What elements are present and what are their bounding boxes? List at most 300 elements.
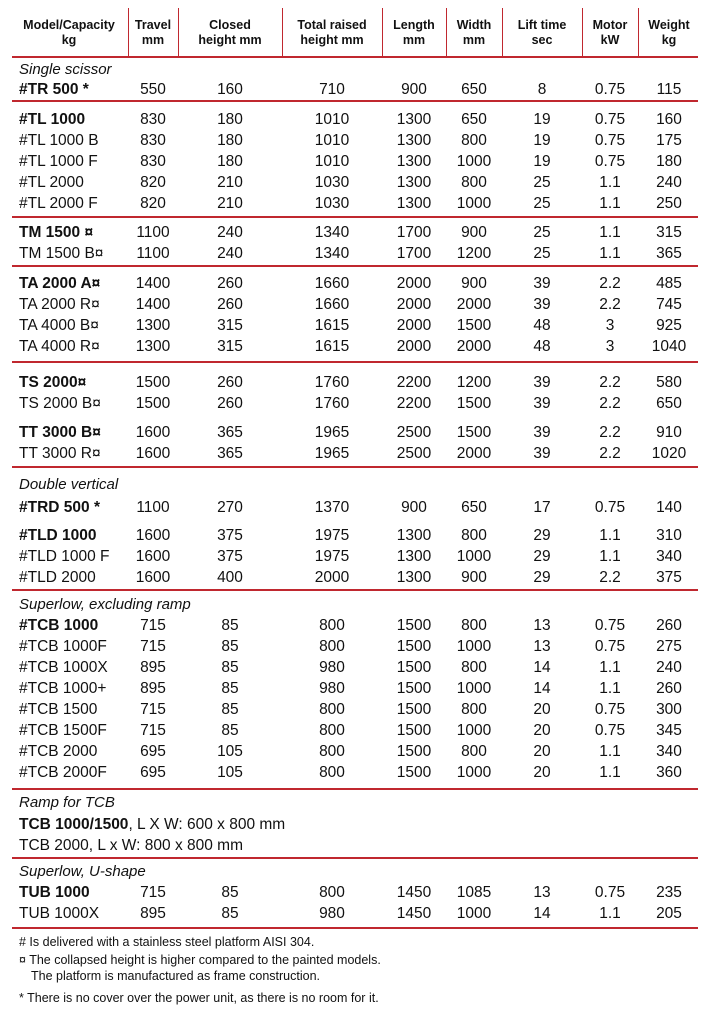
value-cell: 800 (319, 722, 345, 739)
value-cell: 1010 (314, 153, 350, 170)
table-row (0, 443, 709, 464)
section-title-superlow: Superlow, excluding ramp (19, 596, 191, 613)
table-row (0, 567, 709, 588)
value-cell: 2.2 (599, 424, 621, 441)
value-cell: 1975 (314, 548, 350, 565)
value-cell: 205 (656, 905, 682, 922)
value-cell: 1300 (396, 153, 432, 170)
value-cell: 2200 (396, 395, 432, 412)
value-cell: 2500 (396, 424, 432, 441)
value-cell: 1085 (456, 884, 492, 901)
value-cell: 1300 (396, 569, 432, 586)
value-cell: 48 (533, 317, 551, 334)
value-cell: 14 (533, 680, 551, 697)
table-row (0, 741, 709, 762)
value-cell: 1500 (396, 680, 432, 697)
model-cell: #TR 500 * (19, 81, 89, 98)
model-cell: TUB 1000X (19, 905, 100, 922)
model-cell: TA 2000 R¤ (19, 296, 100, 313)
value-cell: 39 (533, 374, 551, 391)
table-row (0, 130, 709, 151)
value-cell: 895 (140, 905, 166, 922)
value-cell: 1660 (314, 296, 350, 313)
model-cell: TT 3000 R¤ (19, 445, 101, 462)
value-cell: 1450 (396, 884, 432, 901)
table-row (0, 193, 709, 214)
value-cell: 2000 (314, 569, 350, 586)
value-cell: 0.75 (594, 617, 626, 634)
header-model: Model/Capacity kg (23, 18, 115, 47)
value-cell: 800 (461, 743, 487, 760)
value-cell: 210 (217, 174, 243, 191)
header-length: Length mm (393, 18, 435, 47)
value-cell: 48 (533, 338, 551, 355)
value-cell: 745 (656, 296, 682, 313)
model-cell: TS 2000 B¤ (19, 395, 101, 412)
table-row (0, 151, 709, 172)
value-cell: 820 (140, 195, 166, 212)
value-cell: 19 (533, 153, 551, 170)
model-cell: TM 1500 ¤ (19, 224, 94, 241)
value-cell: 175 (656, 132, 682, 149)
value-cell: 715 (140, 638, 166, 655)
value-cell: 2500 (396, 445, 432, 462)
value-cell: 8 (537, 81, 547, 98)
value-cell: 180 (656, 153, 682, 170)
footnote-star: * There is no cover over the power unit, as there is no room for it. (19, 991, 379, 1005)
value-cell: 800 (461, 617, 487, 634)
value-cell: 1760 (314, 395, 350, 412)
value-cell: 0.75 (594, 111, 626, 128)
value-cell: 1.1 (599, 174, 621, 191)
value-cell: 1300 (396, 174, 432, 191)
value-cell: 0.75 (594, 722, 626, 739)
table-row (0, 903, 709, 924)
value-cell: 1600 (135, 548, 171, 565)
ramp-line-1: TCB 1000/1500, L X W: 600 x 800 mm (19, 816, 286, 833)
value-cell: 0.75 (594, 153, 626, 170)
model-cell: #TCB 1500 (19, 701, 98, 718)
value-cell: 1020 (651, 445, 687, 462)
value-cell: 1600 (135, 424, 171, 441)
value-cell: 25 (533, 174, 551, 191)
value-cell: 85 (221, 905, 239, 922)
model-cell: TUB 1000 (19, 884, 90, 901)
value-cell: 360 (656, 764, 682, 781)
value-cell: 210 (217, 195, 243, 212)
value-cell: 13 (533, 617, 551, 634)
value-cell: 2000 (396, 296, 432, 313)
table-row (0, 546, 709, 567)
value-cell: 0.75 (594, 81, 626, 98)
value-cell: 240 (217, 224, 243, 241)
value-cell: 85 (221, 701, 239, 718)
value-cell: 2000 (396, 317, 432, 334)
value-cell: 2.2 (599, 275, 621, 292)
value-cell: 1000 (456, 153, 492, 170)
value-cell: 2.2 (599, 569, 621, 586)
value-cell: 1300 (135, 338, 171, 355)
value-cell: 39 (533, 424, 551, 441)
value-cell: 2.2 (599, 395, 621, 412)
header-total-raised: Total raised height mm (297, 18, 367, 47)
section-title-double-vertical: Double vertical (19, 476, 119, 493)
value-cell: 1300 (396, 132, 432, 149)
divider (12, 265, 698, 267)
divider (12, 589, 698, 591)
value-cell: 240 (656, 174, 682, 191)
value-cell: 895 (140, 680, 166, 697)
table-row (0, 720, 709, 741)
table-row (0, 422, 709, 443)
value-cell: 14 (533, 659, 551, 676)
value-cell: 25 (533, 245, 551, 262)
value-cell: 900 (461, 275, 487, 292)
value-cell: 820 (140, 174, 166, 191)
value-cell: 650 (461, 111, 487, 128)
value-cell: 260 (217, 374, 243, 391)
value-cell: 260 (217, 395, 243, 412)
value-cell: 650 (461, 81, 487, 98)
value-cell: 0.75 (594, 638, 626, 655)
value-cell: 1500 (396, 617, 432, 634)
value-cell: 17 (533, 499, 551, 516)
table-row (0, 762, 709, 783)
value-cell: 39 (533, 395, 551, 412)
value-cell: 275 (656, 638, 682, 655)
table-row (0, 222, 709, 243)
table-row (0, 393, 709, 414)
value-cell: 1400 (135, 275, 171, 292)
value-cell: 365 (217, 445, 243, 462)
value-cell: 2000 (456, 296, 492, 313)
value-cell: 1500 (396, 701, 432, 718)
value-cell: 2000 (396, 338, 432, 355)
value-cell: 20 (533, 701, 551, 718)
value-cell: 1.1 (599, 195, 621, 212)
table-row (0, 294, 709, 315)
value-cell: 1600 (135, 445, 171, 462)
value-cell: 13 (533, 884, 551, 901)
value-cell: 345 (656, 722, 682, 739)
value-cell: 800 (461, 174, 487, 191)
value-cell: 1975 (314, 527, 350, 544)
value-cell: 1615 (314, 317, 350, 334)
value-cell: 3 (605, 317, 615, 334)
model-cell: TA 4000 B¤ (19, 317, 99, 334)
value-cell: 240 (217, 245, 243, 262)
value-cell: 1600 (135, 569, 171, 586)
value-cell: 1500 (135, 374, 171, 391)
value-cell: 1.1 (599, 245, 621, 262)
divider (12, 857, 698, 859)
value-cell: 1.1 (599, 680, 621, 697)
value-cell: 2000 (456, 445, 492, 462)
value-cell: 1500 (456, 395, 492, 412)
value-cell: 14 (533, 905, 551, 922)
model-cell: TA 4000 R¤ (19, 338, 100, 355)
value-cell: 1450 (396, 905, 432, 922)
value-cell: 895 (140, 659, 166, 676)
table-row (0, 497, 709, 518)
value-cell: 375 (217, 527, 243, 544)
value-cell: 485 (656, 275, 682, 292)
value-cell: 180 (217, 111, 243, 128)
value-cell: 710 (319, 81, 345, 98)
value-cell: 0.75 (594, 701, 626, 718)
value-cell: 1615 (314, 338, 350, 355)
value-cell: 1.1 (599, 659, 621, 676)
value-cell: 1500 (396, 659, 432, 676)
value-cell: 800 (461, 132, 487, 149)
table-row (0, 336, 709, 357)
value-cell: 1.1 (599, 224, 621, 241)
value-cell: 800 (319, 638, 345, 655)
value-cell: 1000 (456, 905, 492, 922)
model-cell: #TCB 1000F (19, 638, 107, 655)
value-cell: 1340 (314, 224, 350, 241)
value-cell: 270 (217, 499, 243, 516)
value-cell: 160 (656, 111, 682, 128)
value-cell: 13 (533, 638, 551, 655)
value-cell: 1500 (396, 764, 432, 781)
value-cell: 980 (319, 905, 345, 922)
table-row (0, 273, 709, 294)
header-weight: Weight kg (648, 18, 690, 47)
value-cell: 25 (533, 195, 551, 212)
value-cell: 29 (533, 569, 551, 586)
value-cell: 715 (140, 617, 166, 634)
model-cell: #TLD 1000 F (19, 548, 110, 565)
value-cell: 1500 (396, 743, 432, 760)
value-cell: 830 (140, 111, 166, 128)
value-cell: 980 (319, 680, 345, 697)
value-cell: 695 (140, 743, 166, 760)
value-cell: 250 (656, 195, 682, 212)
value-cell: 1300 (396, 195, 432, 212)
table-row (0, 79, 709, 100)
model-cell: TT 3000 B¤ (19, 424, 101, 441)
table-row (0, 315, 709, 336)
value-cell: 180 (217, 153, 243, 170)
section-title-u-shape: Superlow, U-shape (19, 863, 146, 880)
value-cell: 29 (533, 527, 551, 544)
value-cell: 900 (461, 224, 487, 241)
table-row (0, 172, 709, 193)
value-cell: 1965 (314, 445, 350, 462)
value-cell: 800 (319, 617, 345, 634)
value-cell: 650 (656, 395, 682, 412)
model-cell: #TL 2000 (19, 174, 84, 191)
value-cell: 1500 (396, 638, 432, 655)
value-cell: 1700 (396, 224, 432, 241)
table-header (0, 0, 709, 55)
value-cell: 1010 (314, 132, 350, 149)
header-lift-time: Lift time sec (517, 18, 567, 47)
header-closed: Closed height mm (198, 18, 262, 47)
value-cell: 300 (656, 701, 682, 718)
value-cell: 39 (533, 296, 551, 313)
model-cell: #TCB 1000 (19, 617, 99, 634)
section-title-single-scissor: Single scissor (19, 61, 112, 78)
model-cell: #TLD 2000 (19, 569, 96, 586)
value-cell: 315 (656, 224, 682, 241)
value-cell: 2.2 (599, 296, 621, 313)
section-title-ramp: Ramp for TCB (19, 794, 115, 811)
value-cell: 105 (217, 764, 243, 781)
value-cell: 1000 (456, 195, 492, 212)
value-cell: 375 (217, 548, 243, 565)
value-cell: 1000 (456, 548, 492, 565)
value-cell: 800 (319, 884, 345, 901)
footnote-currency-cont: The platform is manufactured as frame construction. (31, 969, 321, 983)
value-cell: 400 (217, 569, 243, 586)
divider (12, 100, 698, 102)
model-cell: TA 2000 A¤ (19, 275, 101, 292)
value-cell: 19 (533, 132, 551, 149)
model-cell: #TL 1000 (19, 111, 86, 128)
value-cell: 39 (533, 445, 551, 462)
value-cell: 900 (401, 499, 427, 516)
footnote-hash: # Is delivered with a stainless steel platform AISI 304. (19, 935, 315, 949)
value-cell: 340 (656, 743, 682, 760)
model-cell: #TCB 1000+ (19, 680, 107, 697)
value-cell: 1660 (314, 275, 350, 292)
value-cell: 85 (221, 722, 239, 739)
value-cell: 365 (656, 245, 682, 262)
value-cell: 0.75 (594, 884, 626, 901)
value-cell: 340 (656, 548, 682, 565)
value-cell: 1.1 (599, 743, 621, 760)
value-cell: 1760 (314, 374, 350, 391)
footnote-currency: ¤ The collapsed height is higher compared to the painted models. (19, 953, 381, 967)
value-cell: 85 (221, 884, 239, 901)
model-cell: #TLD 1000 (19, 527, 97, 544)
value-cell: 1340 (314, 245, 350, 262)
table-row (0, 243, 709, 264)
value-cell: 375 (656, 569, 682, 586)
value-cell: 260 (656, 617, 682, 634)
value-cell: 925 (656, 317, 682, 334)
value-cell: 800 (461, 701, 487, 718)
value-cell: 315 (217, 317, 243, 334)
header-width: Width mm (456, 18, 492, 47)
value-cell: 900 (461, 569, 487, 586)
value-cell: 1200 (456, 374, 492, 391)
divider (12, 788, 698, 790)
value-cell: 900 (401, 81, 427, 98)
value-cell: 2000 (396, 275, 432, 292)
value-cell: 695 (140, 764, 166, 781)
value-cell: 1040 (651, 338, 687, 355)
divider (12, 216, 698, 218)
value-cell: 85 (221, 680, 239, 697)
value-cell: 19 (533, 111, 551, 128)
value-cell: 1.1 (599, 764, 621, 781)
value-cell: 365 (217, 424, 243, 441)
table-row (0, 525, 709, 546)
table-row (0, 657, 709, 678)
value-cell: 800 (319, 701, 345, 718)
value-cell: 1600 (135, 527, 171, 544)
table-row (0, 636, 709, 657)
value-cell: 0.75 (594, 499, 626, 516)
value-cell: 1.1 (599, 548, 621, 565)
value-cell: 2.2 (599, 445, 621, 462)
value-cell: 800 (461, 527, 487, 544)
divider (12, 56, 698, 58)
value-cell: 2000 (456, 338, 492, 355)
table-row (0, 678, 709, 699)
value-cell: 1300 (135, 317, 171, 334)
value-cell: 3 (605, 338, 615, 355)
table-row (0, 615, 709, 636)
value-cell: 1100 (136, 499, 170, 516)
model-cell: #TL 1000 B (19, 132, 99, 149)
value-cell: 910 (656, 424, 682, 441)
value-cell: 160 (217, 81, 243, 98)
value-cell: 1000 (456, 638, 492, 655)
value-cell: 650 (461, 499, 487, 516)
header-travel: Travel mm (134, 18, 172, 47)
value-cell: 39 (533, 275, 551, 292)
divider (12, 927, 698, 929)
value-cell: 1.1 (599, 527, 621, 544)
model-cell: TM 1500 B¤ (19, 245, 104, 262)
value-cell: 1010 (314, 111, 350, 128)
ramp-line-2: TCB 2000, L x W: 800 x 800 mm (19, 837, 243, 854)
table-row (0, 109, 709, 130)
model-cell: #TL 2000 F (19, 195, 98, 212)
value-cell: 1030 (314, 174, 350, 191)
value-cell: 1030 (314, 195, 350, 212)
value-cell: 85 (221, 617, 239, 634)
value-cell: 1100 (136, 224, 170, 241)
value-cell: 550 (140, 81, 166, 98)
divider (12, 361, 698, 363)
value-cell: 715 (140, 701, 166, 718)
value-cell: 580 (656, 374, 682, 391)
value-cell: 20 (533, 764, 551, 781)
value-cell: 800 (319, 743, 345, 760)
model-cell: #TCB 2000 (19, 743, 98, 760)
value-cell: 1500 (456, 317, 492, 334)
value-cell: 105 (217, 743, 243, 760)
value-cell: 1700 (396, 245, 432, 262)
value-cell: 830 (140, 153, 166, 170)
model-cell: #TCB 1000X (19, 659, 108, 676)
value-cell: 800 (319, 764, 345, 781)
header-motor: Motor kW (592, 18, 628, 47)
table-row (0, 372, 709, 393)
value-cell: 260 (217, 296, 243, 313)
value-cell: 1200 (456, 245, 492, 262)
value-cell: 140 (656, 499, 682, 516)
value-cell: 1.1 (599, 905, 621, 922)
value-cell: 29 (533, 548, 551, 565)
value-cell: 1965 (314, 424, 350, 441)
value-cell: 235 (656, 884, 682, 901)
value-cell: 310 (656, 527, 682, 544)
table-row (0, 699, 709, 720)
value-cell: 715 (140, 884, 166, 901)
value-cell: 1370 (314, 499, 350, 516)
value-cell: 2.2 (599, 374, 621, 391)
value-cell: 20 (533, 743, 551, 760)
value-cell: 2200 (396, 374, 432, 391)
value-cell: 315 (217, 338, 243, 355)
value-cell: 25 (533, 224, 551, 241)
